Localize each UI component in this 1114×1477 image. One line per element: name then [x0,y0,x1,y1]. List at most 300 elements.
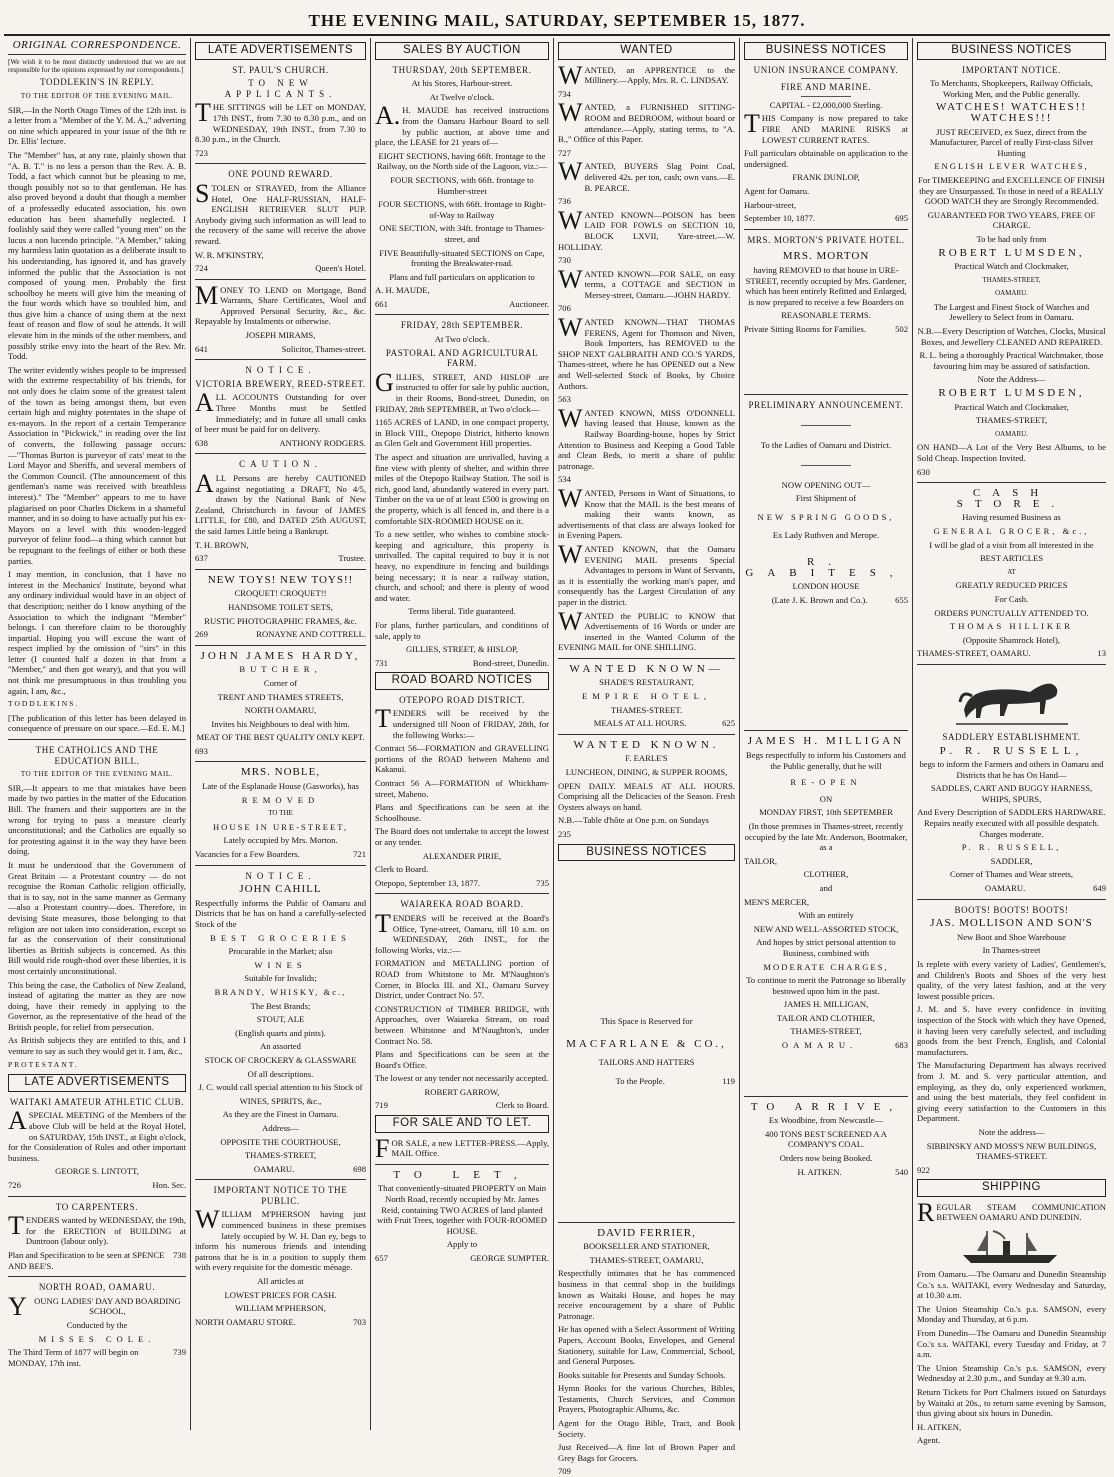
ad-title: JOHN JAMES HARDY, [200,649,361,662]
ad-body: THAMES-STREET, [244,1150,317,1161]
ad-role: Agent. [917,1435,941,1446]
ad-signature: JAMES H. MILLIGAN, [783,999,869,1010]
ad-body: Having resumed Business as [962,512,1061,523]
letter-paragraph: It must be understood that the Government of Great Britain — a Protestant country — do not recognise the Roman Catholic religion officially, that is to say, not in the same manner as Germany—also a Protestant country—does. Therefore, in devising State measures, those belonging to that religion are not taken into consideration, except so far as the conservation of their constitutional liberties as British subjects is concerned. As this Bill would ride rough-shod over these liberties, it is most certainly unconstitutional. [8,859,186,976]
ad-body: (Opposite Shamrock Hotel), [962,634,1061,645]
ad-body: Just Received—A fine lot of Brown Paper and Grey Bags for Grocers. [558,1442,735,1463]
ad-body: Invites his Neighbours to deal with him. [211,718,350,729]
ad-body: To continue to merit the Patronage so liberally bestowed upon him in the past. [746,975,906,996]
ad-body: and [819,882,833,893]
ad-signature: ROBERT LUMSDEN, [938,387,1085,400]
notice-item: Contract 56 A—FORMATION of Whickham-street, Maheno. [375,778,549,799]
ad-signature: WILLIAM M'PHERSON, [235,1303,326,1314]
ad-body: For TIMEKEEPING and EXCELLENCE OF FINISH they are Unsurpassed. To those in need of a REALLY GOOD WATCH they are Strongly Recommended. [918,174,1105,207]
ad-number: 540 [895,1166,908,1177]
ad-title: P. R. RUSSELL, [939,744,1084,757]
blank-space [558,1087,735,1217]
divider [195,569,366,570]
ad-body: To Merchants, Shopkeepers, Railway Officials, Working Men, and the Public generally. [930,78,1093,99]
ad-body: (English quarts and pints). [235,1027,326,1038]
ad-subtitle: BOOKSELLER AND STATIONER, [583,1241,710,1252]
column-correspondence [4,38,190,1430]
divider [195,453,366,454]
ad-role: Solicitor, Thames-street. [281,343,366,354]
letter-address: TO THE EDITOR OF THE EVENING MAIL. [20,770,174,779]
ad-body: I will be glad of a visit from all interested in the [929,539,1094,550]
ad-body: From Dunedin—The Oamaru and Dunedin Steamship Co.'s s.s. WAITAKI, every Tuesday and Friday, at 7 a.m. [917,1328,1106,1360]
divider [744,394,908,395]
ad-title: R. GABITES, [745,556,907,579]
wanted-ad-body: N.B.—Table d'hôte at One p.m. on Sundays [558,815,709,826]
wanted-ad-title: WANTED KNOWN— [569,662,724,675]
letter-address: TO THE EDITOR OF THE EVENING MAIL. [20,92,174,100]
wanted-ad-body: F. EARLE'S [625,753,668,764]
ad-body: HANDSOME TOILET SETS, [228,601,333,612]
ad-body: MONDAY FIRST, 10th SEPTEMBER [759,807,893,818]
wanted-ad: WANTED, a FURNISHED SITTING-ROOM and BEDROOM, without board or attendance.—Apply, stating terms, to "A. B.," Office of this Paper. [558,98,735,145]
ad-body: LOWEST PRICES FOR CASH. [224,1289,337,1300]
ad-signature: GEORGE S. LINTOTT, [55,1166,139,1177]
ad-body: BEST ARTICLES [979,553,1044,564]
notice-signature: ALEXANDER PIRIE, [422,850,502,861]
notice-role: Clerk to Board. [495,1100,549,1111]
ad-body: GREATLY REDUCED PRICES [955,580,1068,591]
notice-body: TENDERS will be received at the Board's Office, Tyne-street, Oamaru, till 10 a.m. on WEDNESDAY, 26th INST., for the following Works, viz.:— [375,908,549,955]
auction-lot: FOUR SECTIONS, with 66ft. frontage to Right-of-Way to Railway [378,199,546,220]
ad-body: REASONABLE TERMS. [781,310,871,321]
divider [801,96,851,97]
ad-title: MRS. MORTON'S PRIVATE HOTEL. [747,234,905,245]
ad-title: NOTICE. [245,365,316,376]
ad-body: Conducted by the [66,1319,128,1330]
ad-role: Trustee. [338,553,366,564]
wanted-ad: WANTED KNOWN—THAT THOMAS FERENS, Agent for Thomson and Niven, Book Importers, has REMOVED to the SHOP NEXT GALBRAITH AND CO.'S YARDS, Thames-street, where he has OPENED out a New and Well-selected Stock of Books, by Choice Authors. [558,313,735,391]
ad-number: 637 [195,553,208,564]
ad-body: The Manufacturing Department has always received from J. M. and S. very particular attention, and employing, as they do, only experienced workmen, and using the best materials, they feel confident in giving every satisfaction to the Customers in this Department. [917,1060,1106,1124]
ad-body: MONEY TO LEND on Mortgage, Bond Warrants, Share Certificates, Wool and Approved Personal Security, &c., &c. Repayable by Instalments or otherwise. [195,280,366,327]
notice-title: OTEPOPO ROAD DISTRICT. [399,694,525,705]
ad-body: And Every Description of SADDLERS HARDWARE. Repairs neatly executed with all possible despatch. Charges moderate. [917,807,1106,839]
notice-item: CONSTRUCTION of TIMBER BRIDGE, with Approaches, over Waiareka Stream, on road between Whitstone and M'Naughton's, under Contract No. 58. [375,1003,549,1046]
letter-paragraph: SIR,—It appears to me that mistakes have been made by two parties in the matter of the Education Bill. The framers and their supporters are in the wrong for trying to pass a measure clearly unconstitutional; and the Catholics are equally so for protesting against it in the way they have been doing. [8,782,186,857]
notice-body: Plans and Specifications can be seen at the Board's Office. [375,1049,549,1070]
ad-title: JAS. MOLLISON AND SON'S [930,917,1093,930]
auction-signature: GILLIES, STREET, & HISLOP, [405,644,519,655]
ad-body: ENGLISH LEVER WATCHES, [934,161,1089,172]
ad-body: having REMOVED to that house in URE-STREET, recently occupied by Mrs. Gardener, which has been entirely Refitted and Enlarged, is now prepared to receive a few Boarders on [745,264,907,307]
wanted-ad: WANTED KNOWN, that the Oamaru EVENING MAIL presents Special Advantages to persons in Want of Servants, as it is essentially the working man's paper, and consequently has the Largest Circulation of any paper in the district. [558,539,735,607]
wanted-ad-body: SHADE'S RESTAURANT, [599,677,694,688]
ad-body: For Cash. [994,593,1029,604]
divider [8,1276,186,1277]
divider [195,359,366,360]
ad-role: Hon. Sec. [152,1180,186,1190]
ad-body: TAILOR, [744,855,777,866]
ad-title: MRS. MORTON [782,250,870,263]
ad-body: CAPITAL - £2,000,000 Sterling. [769,99,883,110]
notice-body: The Board does not undertake to accept the lowest or any tender. [375,826,549,847]
divider [917,664,1106,665]
divider [195,279,366,280]
column-wanted [554,38,739,1477]
ad-body: Late of the Esplanade House (Gasworks), has [202,781,359,792]
ad-body: J. M. and S. have every confidence in inviting inspection of the Stock with which they have Opened, it having been very carefully selected, and including goods from the best French, English, and Colonial manufacturers. [917,1004,1106,1057]
letter-paragraph: The "Member" has, at any rate, plainly shown that "A. B. T." is no less a person than the Rev. A. B. Todd, a fact which cannot but be pleasing to me, though possibly not so to that gentleman. He has also proved beyond a doubt that though a member of a professedly educated association, his own education has been shamefully neglected. I foolishly said they were called "young men" on the lucus a non lucendo principle. "A Member," taking my harmless latin quotation as a deliberate insult to his understanding, has ignored it, and has gravely informed the public that the Association is not composed of young men. Probably the first schoolboy he meets will give him the meaning of the four words which have so troubled him, and thus give him a chance of using them at the next feast of reason and flow of soul he attends. It will elevate him in the minds of the other members, and possibly strike envy into the heart of the Rev. Mr. Todd. [8,149,186,362]
auction-time: At Two o'clock. [434,334,490,345]
letter-paragraph: As British subjects they are entitled to this, and I venture to say as such they would get it. I am, &c., [8,1035,186,1057]
ad-body: The Third Term of 1877 will begin on MONDAY, 17th inst. [8,1347,139,1368]
ad-body: ON HAND—A Lot of the Very Best Albums, to be Sold Cheap. Inspection Invited. [917,442,1106,463]
column-late-advertisements [191,38,370,1430]
wanted-ad: WANTED, Persons in Want of Situations, to Know that the MAIL is the best means of making their wants known, as advertisements of that class are always looked for in Evening Papers. [558,483,735,541]
ad-body: Ex Lady Ruthven and Merope. [772,530,880,541]
ad-number: 736 [558,196,571,207]
divider [375,1164,549,1165]
ad-body: Note the Address— [977,374,1046,385]
ad-title: ONE POUND REWARD. [228,169,333,180]
ad-body: STOLEN or STRAYED, from the Alliance Hotel, One HALF-RUSSIAN, HALF-ENGLISH RETRIEVER SLUT PUP. Anybody giving such information as will lead to the recovery of the same will receive the above reward. [195,178,366,246]
ad-body: Lately occupied by Mrs. Morton. [223,835,338,846]
ad-signature: ANTHONY RODGERS. [279,437,366,448]
ad-signature: THOMAS HILLIKER [949,621,1074,632]
ad-body: BRANDY, WHISKY, &c., [214,986,347,997]
ad-number: 657 [375,1253,388,1263]
ad-role: Bond-street, Dunedin. [472,657,549,668]
letter-paragraph: I may mention, in conclusion, that I have no interest in the Mechanics' Institute, beyond what any ordinary individual would have in an object of that description; neither do I know anything of the Association to which the indignant "Member" belongs. I can therefore claim to be thoroughly impartial. Hoping you will excuse the want of respect implied by the omission of "sirs" in this letter (I counted half a dozen in that from a "Member," and then got weary), and that you will not think me presumptuous in thus troubling you again, I am, &c., [8,569,186,696]
notice-role: Clerk to Board. [375,864,429,875]
ad-body: To be had only from [976,233,1047,244]
ad-body: THAMES-STREET, OAMARU. [917,648,1031,659]
ad-body: FOR SALE, a new LETTER-PRESS.—Apply, MAIL Office. [375,1133,549,1163]
ad-title: SADDLERY ESTABLISHMENT. [942,731,1081,742]
ad-title: BOOTS! BOOTS! BOOTS! [954,904,1069,915]
ad-body: Of all descriptions. [247,1068,314,1079]
wanted-ad: WANTED KNOWN—POISON has been LAID FOR FOWLS on SECTION 10, BLOCK LXVII, Yare-street.—W. HOLLIDAY. [558,205,735,252]
ad-number: 695 [895,213,908,224]
ad-number: 726 [8,1180,21,1190]
section-heading: SALES BY AUCTION [375,42,549,60]
auction-body: The aspect and situation are unrivalled, having a fine view with plenty of shelter, and within three miles of the Otepopo Railway Station. The soil is rich, good land, abundantly watered in every part. Timber on the va ue of at least £500 is growing on the property, which is all fenced in, and there is a comfortable SIX-ROOMED HOUSE on it. [375,452,549,526]
ad-body: SADDLER, [990,855,1033,866]
ad-title: CASH STORE. [956,487,1067,510]
ad-body: In Thames-street [982,945,1041,956]
divider [917,482,1106,483]
wanted-ad: WANTED KNOWN—FOR SALE, on easy terms, a COTTAGE and SECTION in Mersey-street, Oamaru.—JOHN HARDY. [558,264,735,300]
auction-body: To a new settler, who wishes to combine stock-keeping and agriculture, this property is unrivalled. The capital required to buy it is not heavy, no expenditure in fencing and buildings being necessary; it is near a railway station, church, and school; and there is plenty of wood and water. [375,529,549,603]
ad-body: THAMES-STREET, [982,275,1041,284]
ad-number: 235 [558,829,571,839]
notice-date: Otepopo, September 13, 1877. [375,877,481,888]
ad-title: NEW TOYS! NEW TOYS!! [207,573,354,586]
ad-body: J. C. would call special attention to his Stock of [198,1082,363,1093]
section-heading: FOR SALE AND TO LET. [375,1115,549,1133]
ad-body: HOUSE IN URE-STREET, [212,821,349,832]
auction-date: FRIDAY, 28th SEPTEMBER. [400,320,524,331]
ad-body: OAMARU. [984,883,1026,894]
blank-space [744,605,908,725]
ad-title: JOHN CAHILL [239,883,322,896]
ad-title: NOTICE. [245,870,316,881]
ad-body: MEN'S MERCER, [744,896,810,907]
section-heading: BUSINESS NOTICES [744,42,908,60]
ad-body: Harbour-street, [744,199,797,210]
ad-number: 534 [558,474,571,485]
editor-note: [The publication of this letter has been delayed in consequence of pressure on our space.—Ed. E. M.] [8,712,186,734]
divider [195,865,366,866]
ad-body: LONDON HOUSE [792,581,860,592]
ad-body: ORDERS PUNCTUALLY ATTENDED TO. [934,607,1089,618]
ad-role: Agent for Oamaru. [744,185,810,196]
auction-body: Plans and full particulars on application to [389,271,535,282]
ad-body: MEAT OF THE BEST QUALITY ONLY KEPT. [196,732,365,743]
section-heading: BUSINESS NOTICES [917,42,1106,60]
ad-number: 739 [173,1347,186,1358]
ad-body: To the Ladies of Oamaru and District. [760,440,892,451]
ad-body: ON [819,793,833,804]
wanted-ad: WANTED, an APPRENTICE to the Millinery.—Apply, Mrs. R. C. LINDSAY. [558,60,735,90]
column-sales-by-auction [371,38,553,1430]
ad-signature: GEORGE SUMPTER. [470,1253,549,1263]
divider [375,893,549,894]
ad-number: 563 [558,394,571,405]
ad-body: THAMES-STREET, [975,415,1048,426]
ad-body: Begs respectfully to inform his Customers and the Public generally, that he will [746,750,906,771]
ad-body: He has opened with a Select Assortment of Writing Papers, Account Books, Envelopes, and General Stationery, suitable for Law, Commercial, School, and General Purposes. [558,1324,735,1367]
ad-title: IMPORTANT NOTICE TO THE PUBLIC. [213,1185,348,1206]
ad-number: 723 [195,147,208,158]
ad-body: Practical Watch and Clockmaker, [954,261,1069,272]
ad-role: Auctioneer. [509,298,549,309]
wanted-ad: WANTED, BUYERS Slag Point Coal, delivered 42s. per ton, cash; own vans.—E. B. PEARCE. [558,157,735,193]
section-heading: SHIPPING [917,1179,1106,1197]
blank-space [558,866,735,1016]
ad-subtitle: BUTCHER, [239,664,322,675]
auction-lot: EIGHT SECTIONS, having 66ft. frontage to the Railway, on the North side of the Lagoon, viz.:— [376,150,548,172]
ad-body: WILLIAM M'PHERSON having just commenced business in these premises lately occupied by W. H. Dan ey, begs to inform his numerous friends and intending patrons that he is in a position to supply them with every requisite for the domestic ménage. [195,1205,366,1273]
ad-body: OAMARU. [995,289,1028,298]
ad-body: Full particulars obtainable on application to the undersigned. [744,148,908,169]
ad-body: Note the address— [978,1126,1045,1137]
ad-body: MODERATE CHARGES, [763,961,889,972]
ad-subtitle: TAILOR AND CLOTHIER, [777,1012,875,1023]
ad-title: CAUTION. [239,459,322,470]
ad-body: TRENT AND THAMES STREETS, [217,691,344,702]
ad-body: NEW SPRING GOODS, [757,511,895,522]
auction-location: At his Stores, Harbour-street. [411,78,513,89]
divider [917,899,1106,900]
ad-number: 661 [375,298,388,309]
ad-title: TO LET, [393,1168,531,1181]
wanted-ad-body: LUNCHEON, DINING, & SUPPER ROOMS, [565,767,728,778]
divider [195,761,366,762]
ad-body: Private Sitting Rooms for Families. [744,323,866,334]
auction-body: A.H. MAUDE has received instructions from the Oamaru Harbour Board to sell by public auction, at above time and place, the LEASE for 21 years of— [375,101,549,148]
ad-body: Vacancies for a Few Boarders. [195,849,300,860]
ad-body: New Boot and Shoe Warehouse [957,931,1066,942]
ad-signature: P. R. RUSSELL, [961,842,1062,853]
ad-body: begs to inform the Farmers and others in Oamaru and Districts that he has On Hand— [919,759,1104,780]
ad-body: NORTH OAMARU STORE. [195,1316,296,1327]
ad-body: JUST RECEIVED, ex Suez, direct from the Manufacturer, Parcel of really First-class Silver Hunting [929,126,1094,158]
ad-body: Hymn Books for the various Churches, Bibles, Testaments, Church Services, and Common Prayers, Photographic Albums, &c. [558,1383,735,1415]
auction-signature: A. H. MAUDE, [375,285,430,296]
wanted-ad-body: EMPIRE HOTEL, [582,691,711,702]
ad-signature: MISSES COLE. [38,1333,156,1344]
ad-body: GUARANTEED FOR TWO YEARS, FREE OF CHARGE. [927,209,1096,231]
divider [744,730,908,731]
ad-number: 719 [375,1100,388,1111]
ad-body: That conveniently-situated PROPERTY on Main North Road, recently occupied by Mr. James Reid, containing TWO ACRES of land planted with Fruit Trees, together with FOUR-ROOMED HOUSE. [377,1183,547,1236]
ad-body: Books suitable for Presents and Sunday Schools. [558,1369,726,1380]
ad-body: With an entirely [798,910,854,921]
wanted-ad: WANTED the PUBLIC to KNOW that Advertisements of 16 Words or under are inserted in the Wanted Column of the EVENING MAIL for ONE SHILLING. [558,606,735,653]
ad-body: Suitable for Invalids; [244,973,317,984]
ad-number: 730 [558,255,571,266]
ad-number: 698 [353,1163,366,1174]
ad-body: NORTH OAMARU, [244,705,317,716]
ad-body: Procurable in the Market; also [228,946,333,957]
ad-body: First Shipment of [795,493,857,504]
ad-number: 706 [558,303,571,314]
ad-body: NEW AND WELL-ASSORTED STOCK, [753,923,899,934]
ad-body: From Oamaru.—The Oamaru and Dunedin Steamship Co.'s s.s. WAITAKI, every Wednesday and Saturday, at 10.30 a.m. [917,1269,1106,1301]
ad-body: ALL ACCOUNTS Outstanding for over Three Months must be Settled Immediately; and in future all small casks of beer must be paid for on delivery. [195,388,366,435]
ad-date: September 10, 1877. [744,213,816,224]
ad-body: THIS Company is now prepared to take FIRE AND MARINE RISKS at LOWEST CURRENT RATES. [744,109,908,145]
ad-role: Queen's Hotel. [315,263,366,274]
ad-number: 683 [895,1040,908,1051]
divider [744,1096,908,1097]
ad-body: TENDERS wanted by WEDNESDAY, the 19th, for the ERECTION of BUILDING at Duntroon (labour only). [8,1211,186,1247]
wanted-ad-body: MEALS AT ALL HOURS. [593,718,687,729]
divider [558,734,735,735]
divider [558,1222,735,1223]
ad-body: RE-OPEN [790,777,862,788]
ad-body: ASPECIAL MEETING of the Members of the above Club will be held at the Royal Hotel, on SATURDAY, 15th INST., at Eight o'clock, for the Consideration of Rules and other important business. [8,1106,186,1163]
ad-body: RUSTIC PHOTOGRAPHIC FRAMES, &c. [204,615,357,626]
ad-body: NOW OPENING OUT— [781,479,871,490]
ad-number: 630 [917,466,930,477]
column-business-notices-2 [913,38,1110,1446]
ad-body: The Union Steamship Co.'s p.s. SAMSON, every Wednesday at 2.30 p.m., and Sunday at 9.30 a.m. [917,1362,1106,1384]
auction-date: THURSDAY, 20th SEPTEMBER. [392,64,532,75]
ad-number: 119 [722,1075,735,1086]
divider [375,314,549,315]
ad-body: WINES [254,959,307,970]
ad-signature: H. AITKEN. [797,1166,842,1177]
ad-body: CLOTHIER, [803,869,849,880]
notice-body: The lowest or any tender not necessarily accepted. [375,1073,549,1084]
ad-number: 625 [722,718,735,729]
ad-title: TO ARRIVE, [750,1100,902,1113]
ad-body: And hopes by strict personal attention to Business, combined with [756,937,896,958]
ad-body: The Best Brands; [250,1000,311,1011]
ad-body: Apply to [446,1239,478,1250]
notice-item: FORMATION and METALLING portion of ROAD from Whitstone to Mr. M'Naughton's Corner, in Blocks III. and XI., Oamaru Survey District, under Contract No. 57. [375,958,549,1001]
divider [195,645,366,646]
divider [744,229,908,230]
ad-number: 502 [895,323,908,334]
ad-signature: T. H. BROWN, [195,539,249,550]
ad-body: Corner of Thames and Wear streets, [949,869,1074,880]
divider [195,163,366,164]
ad-title: IMPORTANT NOTICE. [962,64,1061,75]
ad-body: Is replete with every variety of Ladies', Gentlemen's, and Children's Boots and Shoes of the very best quality, of the very latest fashion, and at the very lowest possible prices. [917,959,1106,1001]
ad-title: REGULAR STEAM COMMUNICATION BETWEEN OAMARU AND DUNEDIN. [917,1197,1106,1227]
ad-body: N.B.—Every Description of Watches, Clocks, Musical Boxes, and Jewellery CLEANED AND REPAIRED. [917,326,1106,347]
ad-body: GENERAL GROCER, &c., [933,525,1090,536]
ad-title: MACFARLANE & CO., [566,1037,727,1050]
ad-body: As they are the Finest in Oamaru. [222,1109,339,1120]
section-heading: LATE ADVERTISEMENTS [195,42,366,60]
ad-title: ST. PAUL'S CHURCH. [232,64,329,75]
column-business-notices [740,38,912,1430]
letter-title: TODDLEKIN'S IN REPLY. [40,77,154,88]
masthead: THE EVENING MAIL, SATURDAY, SEPTEMBER 15, 1877. [308,11,806,30]
ad-body: BEST GROCERIES [210,932,351,943]
ad-number: 738 [173,1249,186,1260]
wanted-ad: WANTED KNOWN, MISS O'DONNELL having leased that House, known as the Railway Boarding-house, hopes by Strict Attention to Business and Keeping a Good Table and Clean Beds, to merit a share of public patronage. [558,403,735,471]
section-heading: ROAD BOARD NOTICES [375,672,549,690]
ad-number: 709 [558,1466,571,1477]
letter-signature: TODDLEKINS. [8,699,80,709]
ad-number: 655 [895,594,908,605]
ad-signature: RONAYNE AND COTTRELL. [256,629,366,640]
reserved-notice: This Space is Reserved for [600,1016,693,1027]
ad-body: AT [1007,567,1016,576]
ad-body: Corner of [263,677,298,688]
divider [801,425,851,426]
ad-body: THAMES-STREET, [790,1026,862,1037]
divider [195,1179,366,1180]
ad-title: JAMES H. MILLIGAN [747,735,905,748]
notice-body: Plans and Specifications can be seen at the Schoolhouse. [375,802,549,823]
ad-body: R. L. being a thoroughly Practical Watchmaker, those favouring him may be assured of satisfaction. [919,350,1104,371]
ad-subtitle: TO NEW APPLICANTS. [224,78,337,99]
disclaimer: [We wish it to be most distinctly understood that we are not responsible for the opinions expressed by our correspondents.] [8,57,186,74]
auction-lot: ONE SECTION, with 34ft. frontage to Thames-street, and [379,223,545,244]
ad-number: 721 [353,849,366,860]
ad-body: An assorted [260,1041,301,1052]
ad-number: 734 [558,88,571,99]
ad-title: NORTH ROAD, OAMARU. [38,1282,156,1293]
ad-title: DAVID FERRIER, [597,1226,696,1239]
ad-body: The Largest and Finest Stock of Watches and Jewellery to Select from in Oamaru. [933,301,1090,323]
ad-body: OPPOSITE THE COURTHOUSE, [220,1136,341,1147]
ad-number: 703 [353,1316,366,1327]
notice-title: WAIAREKA ROAD BOARD. [400,899,524,910]
ad-body: Respectfully informs the Public of Oamaru and Districts that he has on hand a carefully-selected Stock of the [195,897,366,929]
ad-number: 727 [558,147,571,158]
letter-paragraph: This being the case, the Catholics of New Zealand, instead of agitating the matter as they are now doing, have their remedy in applying to the Governor, as the representative of the head of the British people, for relief from persecution. [8,979,186,1032]
ad-body: STOUT, ALE [256,1014,305,1025]
ad-number: 922 [917,1164,930,1175]
ad-title: UNION INSURANCE COMPANY. [753,64,899,75]
divider [8,739,186,740]
ad-body: All articles at [257,1276,304,1287]
ad-subtitle: VICTORIA BREWERY, REED-STREET. [195,378,366,389]
ad-body: Ex Woodbine, from Newcastle— [768,1115,884,1126]
wanted-ad-title: WANTED KNOWN. [573,738,720,751]
auction-lot: FIVE Beautifully-situated SECTIONS on Cape, fronting the Breakwater-road. [379,247,545,269]
ad-number: 13 [1097,648,1106,659]
horse-engraving-icon [952,670,1072,728]
ad-title: PRELIMINARY ANNOUNCEMENT. [748,400,904,411]
ad-body: The Union Steamship Co.'s p.s. SAMSON, every Monday and Thursday, at 6 p.m. [917,1303,1106,1325]
ad-body: TO THE [268,809,293,818]
ad-subtitle: FIRE AND MARINE. [780,82,872,93]
ad-body: STOCK OF CROCKERY & GLASSWARE [204,1054,357,1065]
